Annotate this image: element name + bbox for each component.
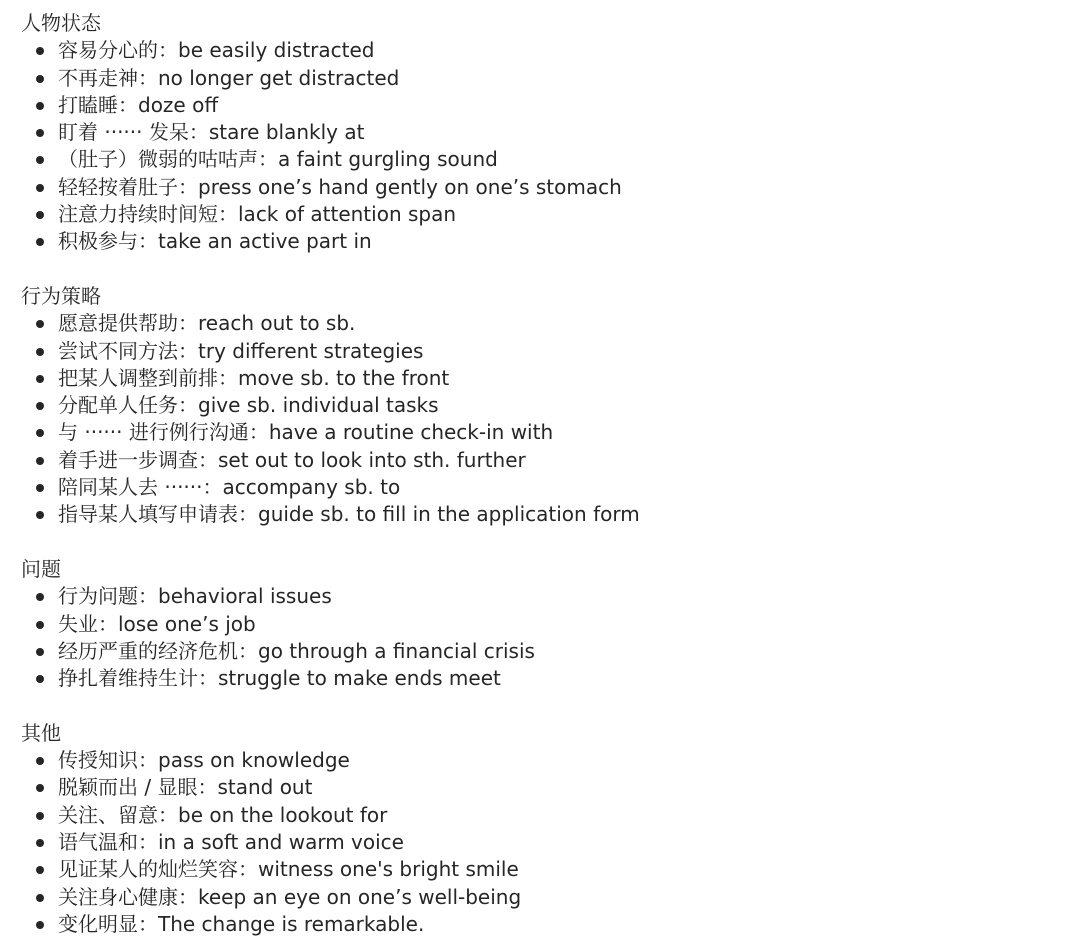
item-chinese: 指导某人填写申请表： (58, 502, 258, 527)
item-chinese: 尝试不同方法： (58, 338, 198, 363)
list-item (21, 611, 1080, 638)
item-english: try different strategies (198, 338, 424, 363)
item-english: The change is remarkable. (158, 911, 425, 936)
list-item (21, 829, 1080, 856)
item-chinese: 把某人调整到前排： (58, 365, 238, 390)
list-item (21, 392, 1080, 419)
bullet-icon (36, 839, 44, 847)
bullet-icon (36, 211, 44, 219)
item-chinese: 注意力持续时间短： (58, 202, 238, 227)
item-chinese: 挣扎着维持生计： (58, 666, 218, 691)
item-english: in a soft and warm voice (158, 829, 404, 854)
item-english: have a routine check-in with (268, 420, 554, 445)
item-chinese: 失业： (58, 611, 118, 636)
bullet-icon (36, 320, 44, 328)
bullet-icon (36, 156, 44, 164)
list-item (21, 856, 1080, 883)
item-chinese: 愿意提供帮助： (58, 311, 198, 336)
item-english: be easily distracted (178, 38, 375, 63)
list-item (21, 911, 1080, 938)
item-english: go through a financial crisis (258, 638, 535, 663)
bullet-icon (36, 102, 44, 110)
list-item (21, 146, 1080, 173)
bullet-icon (36, 184, 44, 192)
list-item (21, 119, 1080, 146)
item-english: press one’s hand gently on one’s stomach (198, 174, 622, 199)
list-item (21, 583, 1080, 610)
item-english: be on the lookout for (178, 802, 388, 827)
bullet-icon (36, 866, 44, 874)
bullet-icon (36, 648, 44, 656)
section-title: 问题 (21, 556, 61, 581)
item-chinese: 语气温和： (58, 829, 158, 854)
bullet-icon (36, 511, 44, 519)
item-chinese: 不再走神： (58, 65, 158, 90)
list-item (21, 665, 1080, 692)
list-item (21, 201, 1080, 228)
item-chinese: （肚子）微弱的咕咕声： (58, 147, 278, 172)
item-english: behavioral issues (158, 584, 332, 609)
list-item (21, 419, 1080, 446)
bullet-list (21, 37, 1080, 255)
section-behavior-strategies (21, 283, 1080, 529)
list-item (21, 92, 1080, 119)
list-item (21, 747, 1080, 774)
item-english: a faint gurgling sound (278, 147, 498, 172)
item-chinese: 容易分心的： (58, 38, 178, 63)
bullet-icon (36, 812, 44, 820)
bullet-icon (36, 484, 44, 492)
section-title: 其他 (21, 720, 61, 745)
bullet-icon (36, 129, 44, 137)
item-chinese: 变化明显： (58, 911, 158, 936)
item-chinese: 行为问题： (58, 584, 158, 609)
bullet-icon (36, 894, 44, 902)
bullet-icon (36, 457, 44, 465)
bullet-icon (36, 757, 44, 765)
list-item (21, 228, 1080, 255)
item-english: give sb. individual tasks (198, 393, 439, 418)
item-english: struggle to make ends meet (218, 666, 501, 691)
item-chinese: 经历严重的经济危机： (58, 638, 258, 663)
bullet-list (21, 747, 1080, 938)
section-title: 行为策略 (21, 283, 101, 308)
list-item (21, 447, 1080, 474)
list-item (21, 474, 1080, 501)
bullet-icon (36, 621, 44, 629)
bullet-icon (36, 402, 44, 410)
item-chinese: 脱颖而出 / 显眼： (58, 775, 218, 800)
bullet-list (21, 583, 1080, 692)
item-english: pass on knowledge (158, 748, 350, 773)
item-chinese: 打瞌睡： (58, 92, 138, 117)
bullet-icon (36, 921, 44, 929)
item-chinese: 传授知识： (58, 748, 158, 773)
item-english: stare blankly at (208, 120, 365, 145)
item-english: lack of attention span (238, 202, 457, 227)
bullet-icon (36, 375, 44, 383)
section-character-state (21, 10, 1080, 256)
section-spacer (21, 529, 1080, 556)
section-others (21, 720, 1080, 938)
item-chinese: 关注身心健康： (58, 884, 198, 909)
list-item (21, 501, 1080, 528)
list-item (21, 884, 1080, 911)
item-chinese: 与 ······ 进行例行沟通： (58, 420, 269, 445)
section-problems (21, 556, 1080, 692)
item-english: reach out to sb. (198, 311, 356, 336)
list-item (21, 37, 1080, 64)
item-chinese: 陪同某人去 ······： (58, 475, 223, 500)
bullet-icon (36, 429, 44, 437)
item-english: doze off (138, 92, 219, 117)
item-chinese: 轻轻按着肚子： (58, 174, 198, 199)
item-english: set out to look into sth. further (218, 447, 526, 472)
list-item (21, 338, 1080, 365)
bullet-icon (36, 784, 44, 792)
item-english: keep an eye on one’s well-being (198, 884, 522, 909)
item-english: accompany sb. to (222, 475, 401, 500)
bullet-icon (36, 675, 44, 683)
item-chinese: 见证某人的灿烂笑容： (58, 857, 258, 882)
list-item (21, 638, 1080, 665)
item-chinese: 盯着 ······ 发呆： (58, 120, 209, 145)
list-item (21, 65, 1080, 92)
list-item (21, 310, 1080, 337)
item-english: no longer get distracted (158, 65, 400, 90)
item-chinese: 关注、留意： (58, 802, 178, 827)
list-item (21, 365, 1080, 392)
section-spacer (21, 256, 1080, 283)
list-item (21, 774, 1080, 801)
item-english: witness one's bright smile (258, 857, 519, 882)
bullet-list (21, 310, 1080, 528)
bullet-icon (36, 593, 44, 601)
item-chinese: 分配单人任务： (58, 393, 198, 418)
section-title: 人物状态 (21, 11, 101, 35)
item-english: move sb. to the front (238, 365, 450, 390)
list-item (21, 174, 1080, 201)
item-english: take an active part in (158, 229, 372, 254)
section-spacer (21, 692, 1080, 719)
item-english: lose one’s job (118, 611, 256, 636)
bullet-icon (36, 47, 44, 55)
bullet-icon (36, 75, 44, 83)
item-english: stand out (217, 775, 313, 800)
item-chinese: 积极参与： (58, 229, 158, 254)
item-chinese: 着手进一步调查： (58, 447, 218, 472)
item-english: guide sb. to fill in the application form (258, 502, 640, 527)
list-item (21, 802, 1080, 829)
bullet-icon (36, 348, 44, 356)
bullet-icon (36, 238, 44, 246)
